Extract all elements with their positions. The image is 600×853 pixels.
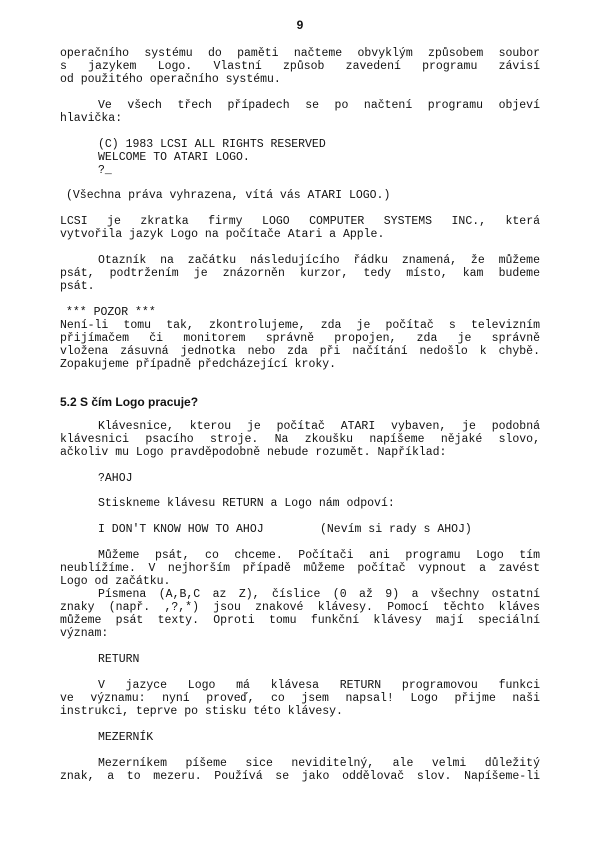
para5-line3: ačkoliv mu Logo pravděpodobně nebude rozumět. Například: bbox=[60, 446, 447, 459]
header-line1: (C) 1983 LCSI ALL RIGHTS RESERVED bbox=[98, 138, 326, 151]
header-line2: WELCOME TO ATARI LOGO. bbox=[98, 151, 250, 164]
response-code: I DON'T KNOW HOW TO AHOJ bbox=[98, 523, 264, 536]
para7-line2: neublížíme. V nejhorším případě můžeme počítač vypnout a zavést bbox=[60, 562, 540, 575]
section-heading: 5.2 S čím Logo pracuje? bbox=[60, 395, 199, 409]
para8-line2: ve významu: nyní proveď, co jsem napsal! Logo přijme naši bbox=[60, 692, 540, 705]
response-note: (Nevím si rady s AHOJ) bbox=[320, 523, 472, 536]
space-heading: MEZERNÍK bbox=[98, 731, 154, 744]
para2-line1: Ve všech třech případech se po načtení programu objeví bbox=[98, 99, 540, 112]
warning-line1: Není-li tomu tak, zkontrolujeme, zda je počítač s televizním bbox=[60, 319, 540, 332]
page-number: 9 bbox=[296, 18, 304, 32]
para9-line2: znak, a to mezeru. Používá se jako oddělovač slov. Napíšeme-li bbox=[60, 770, 540, 783]
example-ahoj: ?AHOJ bbox=[98, 472, 133, 485]
para7-line6: můžeme psát texty. Oproti tomu funkční klávesy mají speciální bbox=[60, 614, 540, 627]
para9-line1: Mezerníkem píšeme sice neviditelný, ale velmi důležitý bbox=[98, 757, 540, 770]
para1-line1: operačního systému do paměti načteme obvyklým způsobem soubor bbox=[60, 47, 540, 60]
para3-line1: LCSI je zkratka firmy LOGO COMPUTER SYSTEMS INC., která bbox=[60, 215, 540, 228]
para5-line1: Klávesnice, kterou je počítač ATARI vybaven, je podobná bbox=[98, 420, 540, 433]
para8-line3: instrukci, teprve po stisku této klávesy. bbox=[60, 705, 343, 718]
warning-line4: Zopakujeme případně předcházející kroky. bbox=[60, 358, 337, 371]
warning-line3: vložena zásuvná jednotka nebo zda při načítání nedošlo k chybě. bbox=[60, 345, 540, 358]
para7-line1: Můžeme psát, co chceme. Počítači ani programu Logo tím bbox=[98, 549, 540, 562]
para6: Stiskneme klávesu RETURN a Logo nám odpoví: bbox=[98, 497, 395, 510]
para1-line3: od použitého operačního systému. bbox=[60, 73, 281, 86]
para4-line3: psát. bbox=[60, 280, 95, 293]
warning-title: *** POZOR *** bbox=[66, 306, 156, 319]
para8-line1: V jazyce Logo má klávesa RETURN programovou funkci bbox=[98, 679, 540, 692]
para1-line2: s jazykem Logo. Vlastní způsob zavedení programu závisí bbox=[60, 60, 540, 73]
para4-line1: Otazník na začátku následujícího řádku znamená, že můžeme bbox=[98, 254, 540, 267]
para3-line2: vytvořila jazyk Logo na počítače Atari a Apple. bbox=[60, 228, 385, 241]
para2-line2: hlavička: bbox=[60, 112, 123, 125]
para7-line4: Písmena (A,B,C az Z), číslice (0 až 9) a všechny ostatní bbox=[98, 588, 540, 601]
header-prompt: ?_ bbox=[98, 164, 112, 177]
para7-line3: Logo od začátku. bbox=[60, 575, 171, 588]
warning-line2: přijímačem či monitorem správně propojen, zda je správně bbox=[60, 332, 540, 345]
para7-line7: význam: bbox=[60, 627, 109, 640]
return-heading: RETURN bbox=[98, 653, 140, 666]
para4-line2: psát, podtržením je znázorněn kurzor, tedy místo, kam budeme bbox=[60, 267, 540, 280]
para5-line2: klávesnici psacího stroje. Na zkoušku napíšeme nějaké slovo, bbox=[60, 433, 540, 446]
translation-note: (Všechna práva vyhrazena, vítá vás ATARI LOGO.) bbox=[66, 189, 391, 202]
para7-line5: znaky (např. ,?,*) jsou znakové klávesy. Pomocí těchto kláves bbox=[60, 601, 540, 614]
